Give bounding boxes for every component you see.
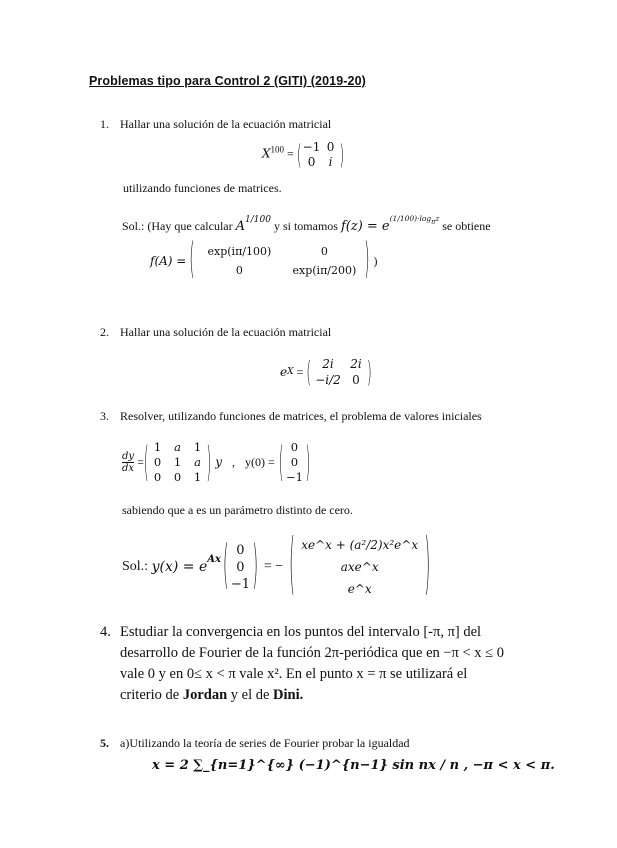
problem-statement: Resolver, utilizando funciones de matrices, el problema de valores iniciales bbox=[120, 409, 482, 423]
sol-vector bbox=[228, 543, 252, 592]
matrix-cell: i bbox=[328, 155, 333, 169]
problem-statement: a)Utilizando la teoría de series de Fourier probar la igualdad bbox=[120, 736, 410, 750]
matrix-3x3 bbox=[149, 440, 207, 484]
problem-3-solution: Sol.: y(x) = e $^{Ax}$ ( 0 0 −1 ) = − ( xe^x + (a²/2)x²e^x axe^x e^x ) bbox=[122, 528, 431, 606]
matrix-cell: 0 bbox=[153, 470, 162, 484]
vector-cell: −1 bbox=[230, 576, 251, 592]
matrix-cell: 0 bbox=[326, 140, 335, 154]
eq-exponent: 100 bbox=[270, 144, 285, 155]
vector-cell: −1 bbox=[285, 470, 303, 484]
problem-line: Estudiar la convergencia en los puntos del intervalo [-π, π] del bbox=[120, 624, 482, 640]
dini-term: Dini. bbox=[273, 687, 304, 703]
matrix-cell: −1 bbox=[302, 140, 321, 154]
sol-exp: Ax bbox=[207, 553, 221, 565]
matrix-cell: exp(iπ/200) bbox=[292, 264, 357, 277]
matrix-cell: 0 bbox=[307, 155, 316, 169]
sol-A: A bbox=[235, 219, 246, 234]
matrix-cell: 1 bbox=[193, 470, 202, 484]
problem-statement: Hallar una solución de la ecuación matricial bbox=[120, 117, 332, 131]
problem-number: 5. bbox=[100, 736, 109, 750]
vector-cell: 0 bbox=[236, 542, 245, 558]
problem-line: vale 0 y en 0≤ x < π vale x². En el punto x = π se utilizará el bbox=[120, 666, 468, 682]
equation-x100: $X^{100}$ = ( −1 0 0 i ) bbox=[262, 139, 345, 170]
matrix-cell: 0 bbox=[352, 373, 360, 387]
sol-label: Sol.: bbox=[122, 559, 149, 574]
matrix-cell: exp(iπ/100) bbox=[207, 245, 272, 258]
fourier-equation bbox=[152, 757, 555, 773]
eq-lhs: e bbox=[280, 365, 288, 379]
sol-fz-var: z bbox=[435, 214, 440, 223]
sol-result-vector bbox=[295, 538, 425, 596]
vector-cell: 0 bbox=[290, 440, 299, 454]
matrix-cell: 0 bbox=[173, 470, 182, 484]
matrix-2x2 bbox=[311, 357, 367, 387]
problem-4 bbox=[100, 622, 504, 706]
fA-lhs: f(A) = bbox=[150, 254, 187, 268]
fA-equation: f(A) = ( exp(iπ/100) 0 0 exp(iπ/200) ) ) bbox=[150, 237, 378, 285]
problem-number: 2. bbox=[100, 325, 109, 339]
ivp-equation: $\frac{dy}{dx}$ = ( 1 a 1 0 1 a 0 0 1 ) y , y(0) = ( 0 0 −1 ) bbox=[122, 438, 311, 486]
problem-1-text bbox=[100, 117, 331, 132]
sol-eq: = − bbox=[263, 559, 284, 574]
sol-fz: f(z) = e bbox=[340, 219, 390, 234]
vector-cell: axe^x bbox=[340, 560, 379, 574]
problem-1-text2: utilizando funciones de matrices. bbox=[123, 181, 282, 195]
jordan-term: Jordan bbox=[182, 687, 228, 703]
fA-matrix bbox=[194, 245, 364, 277]
matrix-cell: 2i bbox=[350, 357, 362, 371]
dydx-den: dx bbox=[122, 462, 135, 474]
problem-line: desarrollo de Fourier de la función 2π-periódica que en −π < x ≤ 0 bbox=[120, 645, 505, 661]
page-title: Problemas tipo para Control 2 (GITI) (2019-20) bbox=[89, 74, 366, 88]
sol-fz-sub: π bbox=[431, 218, 436, 226]
y-var: y bbox=[215, 455, 222, 469]
vector-cell: 0 bbox=[236, 559, 245, 575]
vector-cell: 0 bbox=[290, 455, 299, 469]
problem-3-text bbox=[100, 409, 482, 424]
matrix-cell: 0 bbox=[153, 455, 162, 469]
ic-vector bbox=[283, 440, 305, 484]
eq-lhs: X bbox=[262, 146, 271, 161]
problem-number: 4. bbox=[100, 624, 111, 640]
problem-2-text bbox=[100, 325, 331, 340]
matrix-cell: 0 bbox=[235, 264, 243, 277]
matrix-cell: a bbox=[194, 455, 201, 469]
sol-lhs: y(x) = e bbox=[151, 559, 208, 575]
vector-cell: xe^x + (a²/2)x²e^x bbox=[301, 538, 419, 552]
sol-fz-exp: (1/100)·log bbox=[389, 214, 432, 223]
sol-A-exp: 1/100 bbox=[245, 215, 271, 225]
problem-statement: Hallar una solución de la ecuación matricial bbox=[120, 325, 332, 339]
sol-text: Sol.: (Hay que calcular bbox=[122, 219, 236, 233]
problem-line: criterio de bbox=[120, 687, 183, 703]
matrix-cell: −i/2 bbox=[315, 373, 341, 387]
matrix-cell: a bbox=[174, 440, 181, 454]
eq-exponent: X bbox=[287, 367, 294, 377]
problem-number: 3. bbox=[100, 409, 109, 423]
initial-condition: y(0) = bbox=[245, 454, 275, 469]
matrix-cell: 1 bbox=[193, 440, 202, 454]
dydx-num: dy bbox=[122, 450, 135, 462]
matrix-cell: 1 bbox=[173, 455, 182, 469]
problem-line: y el de bbox=[227, 687, 274, 703]
vector-cell: e^x bbox=[347, 582, 372, 596]
problem-3-text2: sabiendo que a es un parámetro distinto de cero. bbox=[122, 503, 353, 517]
problem-5-text bbox=[100, 736, 410, 751]
matrix-cell: 2i bbox=[322, 357, 334, 371]
problem-number: 1. bbox=[100, 117, 109, 131]
sol-text: y si tomamos bbox=[270, 219, 341, 233]
equation: x = 2 ∑_{n=1}^{∞} (−1)^{n−1} sin nx / n , −π < x < π. bbox=[152, 758, 555, 773]
equation-eX: e X = ( 2i 2i −i/2 0 ) bbox=[280, 355, 372, 389]
matrix-cell: 1 bbox=[153, 440, 162, 454]
problem-1-solution bbox=[122, 214, 491, 234]
matrix-cell: 0 bbox=[320, 245, 328, 258]
fA-close: ) bbox=[373, 253, 378, 268]
matrix-2x2 bbox=[302, 140, 340, 169]
sol-text: se obtiene bbox=[439, 219, 491, 233]
